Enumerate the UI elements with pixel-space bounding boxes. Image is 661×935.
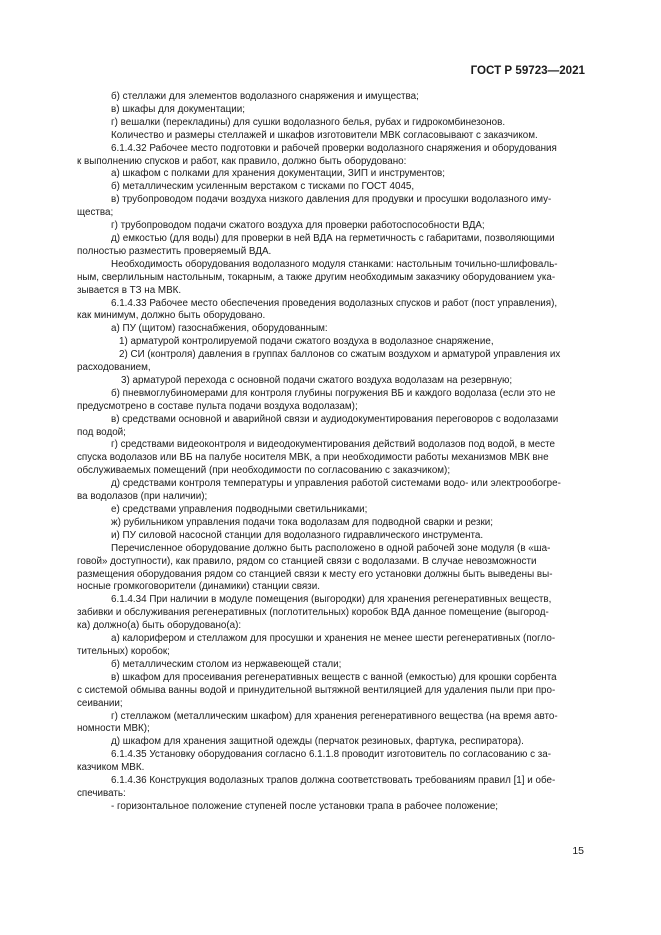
- paragraph: а) калорифером и стеллажом для просушки и хранения не менее шести регенеративных (погло- тительных) коробок;: [77, 633, 556, 657]
- paragraph: г) вешалки (перекладины) для сушки водолазного белья, рубах и гидрокомбинезонов.: [111, 116, 506, 128]
- paragraph: 6.1.4.36 Конструкция водолазных трапов должна соответствовать требованиям правил [1] и обе- спечивать:: [77, 775, 556, 799]
- paragraph: Количество и размеры стеллажей и шкафов изготовители МВК согласовывают с заказчиком.: [111, 129, 538, 141]
- paragraph: а) шкафом с полками для хранения документации, ЗИП и инструментов;: [111, 168, 446, 180]
- paragraph: б) стеллажи для элементов водолазного снаряжения и имущества;: [111, 91, 419, 102]
- paragraph: б) металлическим столом из нержавеющей стали;: [111, 658, 342, 670]
- paragraph: в) средствами основной и аварийной связи и аудиодокументирования переговоров с водолазами под водой;: [77, 413, 559, 438]
- paragraph: г) средствами видеоконтроля и видеодокументирования действий водолазов под водой, в месте спуска водолазов или ВБ на палубе носителя МВК, а при необходимости работы механизмов МВК вне обслуживаемых помещений (при необходимости по согласованию с заказчиком);: [77, 439, 556, 477]
- paragraph: 2) СИ (контроля) давления в группах баллонов со сжатым воздухом и арматурой управления их расходованием,: [77, 349, 561, 374]
- paragraph: в) трубопроводом подачи воздуха низкого давления для продувки и просушки водолазного иму- щества;: [77, 194, 552, 219]
- paragraph: г) стеллажом (металлическим шкафом) для хранения регенеративного вещества (на время авто- номности МВК);: [77, 710, 558, 735]
- paragraph: Необходимость оборудования водолазного модуля станками: настольным точильно-шлифоваль- ным, сверлильным настольным, токарным, а также другим необходимым заказчику оборудованием ука- зывается в ТЗ на МВК.: [77, 258, 558, 296]
- paragraph: и) ПУ силовой насосной станции для водолазного гидравлического инструмента.: [111, 529, 484, 541]
- document-header: ГОСТ Р 59723—2021: [470, 64, 585, 77]
- paragraph: б) металлическим усиленным верстаком с тисками по ГОСТ 4045,: [111, 181, 415, 193]
- document-body: [77, 91, 584, 814]
- paragraph: Перечисленное оборудование должно быть расположено в одной рабочей зоне модуля (в «ша- говой» доступности), как правило, рядом со станцией связи с водолазами. В случае невозможности размещения оборудования рядом со станцией связи к месту его установки должны быть выведены вы- носные громкоговорители (динамики) станции связи.: [77, 542, 553, 593]
- paragraph: е) средствами управления подводными светильниками;: [111, 504, 368, 515]
- paragraph: а) ПУ (щитом) газоснабжения, оборудованным:: [111, 323, 328, 335]
- paragraph: д) емкостью (для воды) для проверки в ней ВДА на герметичность с габаритами, позволяющими полностью разместить проверяемый ВДА.: [77, 232, 555, 257]
- paragraph: б) пневмоглубиномерами для контроля глубины погружения ВБ и каждого водолаза (если это не предусмотрено в составе пульта подачи воздуха водолазам);: [77, 387, 556, 412]
- page-number: 15: [572, 845, 584, 857]
- paragraph: в) шкафы для документации;: [111, 103, 245, 115]
- paragraph: в) шкафом для просеивания регенеративных веществ с ванной (емкостью) для крошки сорбента с системой обмыва ванны водой и принудительной вытяжной вентиляцией для удаления пыли при про- сеивании;: [77, 671, 557, 709]
- paragraph: г) трубопроводом подачи сжатого воздуха для проверки работоспособности ВДА;: [111, 220, 485, 232]
- paragraph: - горизонтальное положение ступеней после установки трапа в рабочее положение;: [111, 800, 499, 812]
- paragraph: д) средствами контроля температуры и управления работой системами водо- или электрообогре- ва водолазов (при наличии);: [77, 478, 561, 503]
- paragraph: 1) арматурой контролируемой подачи сжатого воздуха в водолазное снаряжение,: [119, 336, 494, 348]
- paragraph: 6.1.4.32 Рабочее место подготовки и рабочей проверки водолазного снаряжения и оборудования к выполнению спусков и работ, как правило, должно быть оборудовано:: [77, 142, 557, 167]
- paragraph: д) шкафом для хранения защитной одежды (перчаток резиновых, фартука, респиратора).: [111, 736, 524, 748]
- paragraph: ж) рубильником управления подачи тока водолазам для подводной сварки и резки;: [111, 516, 493, 528]
- paragraph: 6.1.4.33 Рабочее место обеспечения проведения водолазных спусков и работ (пост управления), как минимум, должно быть оборудовано.: [77, 297, 558, 322]
- paragraph: 3) арматурой перехода с основной подачи сжатого воздуха водолазам на резервную;: [121, 374, 513, 386]
- paragraph: 6.1.4.35 Установку оборудования согласно 6.1.1.8 проводит изготовитель по согласованию с за- казчиком МВК.: [77, 749, 552, 774]
- paragraph: 6.1.4.34 При наличии в модуле помещения (выгородки) для хранения регенеративных веществ, забивки и обслуживания регенеративных (поглотительных) коробок ВДА данное помещение (выгород- ка) должно(а) быть оборудовано(а):: [77, 594, 552, 632]
